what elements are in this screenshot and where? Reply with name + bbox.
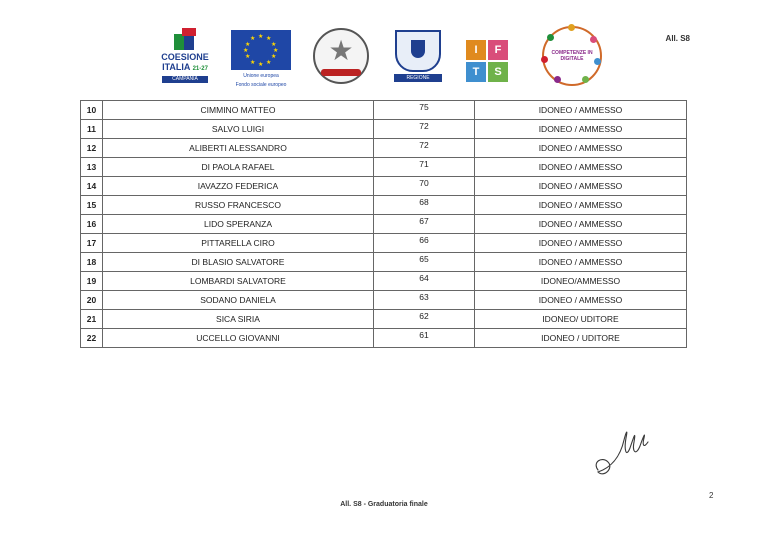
candidate-score: 61: [374, 329, 475, 348]
candidate-status: IDONEO / UDITORE: [475, 329, 687, 348]
coesione-line2: ITALIA: [162, 62, 191, 72]
ifts-letter-f: F: [488, 40, 508, 60]
candidate-score: 72: [374, 139, 475, 158]
candidate-name: DI BLASIO SALVATORE: [103, 253, 374, 272]
campania-caption: REGIONE CAMPANIA: [394, 74, 442, 82]
candidate-status: IDONEO / AMMESSO: [475, 120, 687, 139]
candidate-status: IDONEO / AMMESSO: [475, 158, 687, 177]
candidate-score: 72: [374, 120, 475, 139]
coesione-region: CAMPANIA: [162, 76, 208, 83]
candidate-score: 68: [374, 196, 475, 215]
candidate-score: 65: [374, 253, 475, 272]
ifts-letter-t: T: [466, 62, 486, 82]
ranking-table: [80, 100, 687, 348]
rank-number: 11: [81, 120, 103, 139]
coesione-mark-icon: [172, 28, 198, 50]
candidate-score: 70: [374, 177, 475, 196]
table-row: [81, 196, 687, 215]
candidate-name: RUSSO FRANCESCO: [103, 196, 374, 215]
table-row: [81, 272, 687, 291]
candidate-status: IDONEO / AMMESSO: [475, 101, 687, 120]
table-row: [81, 101, 687, 120]
rank-number: 21: [81, 310, 103, 329]
rank-number: 19: [81, 272, 103, 291]
header-logos: [150, 24, 610, 90]
rank-number: 22: [81, 329, 103, 348]
table-row: [81, 215, 687, 234]
rank-number: 17: [81, 234, 103, 253]
competenze-ring-icon: [542, 26, 602, 86]
coesione-period: 21-27: [192, 66, 208, 72]
eu-flag-icon: ★ ★ ★ ★ ★ ★ ★ ★ ★ ★ ★ ★: [231, 30, 291, 70]
signature-icon: [590, 418, 660, 482]
candidate-name: SALVO LUIGI: [103, 120, 374, 139]
coesione-line2-wrap: [154, 62, 216, 74]
table-row: [81, 234, 687, 253]
candidate-status: IDONEO/AMMESSO: [475, 272, 687, 291]
table-row: [81, 329, 687, 348]
candidate-status: IDONEO / AMMESSO: [475, 291, 687, 310]
competenze-caption: COMPETENZE IN DIGITALE: [551, 50, 593, 62]
candidate-score: 71: [374, 158, 475, 177]
ifts-letter-i: I: [466, 40, 486, 60]
candidate-name: PITTARELLA CIRO: [103, 234, 374, 253]
rank-number: 13: [81, 158, 103, 177]
candidate-name: LOMBARDI SALVATORE: [103, 272, 374, 291]
regione-campania-logo: [394, 30, 442, 89]
candidate-score: 64: [374, 272, 475, 291]
page-number: 2: [709, 491, 714, 500]
candidate-name: LIDO SPERANZA: [103, 215, 374, 234]
rank-number: 16: [81, 215, 103, 234]
table-row: [81, 291, 687, 310]
candidate-name: CIMMINO MATTEO: [103, 101, 374, 120]
candidate-score: 67: [374, 215, 475, 234]
table-row: [81, 177, 687, 196]
table-row: [81, 139, 687, 158]
table-row: [81, 158, 687, 177]
candidate-status: IDONEO / AMMESSO: [475, 253, 687, 272]
table-row: [81, 310, 687, 329]
candidate-score: 63: [374, 291, 475, 310]
ranking-table-body: [81, 101, 687, 348]
repubblica-star-icon: ★: [313, 28, 369, 84]
eu-caption1: Unione europea: [243, 73, 279, 79]
candidate-name: DI PAOLA RAFAEL: [103, 158, 374, 177]
repubblica-emblem: [312, 28, 370, 86]
rank-number: 15: [81, 196, 103, 215]
coesione-line1: COESIONE: [161, 52, 209, 62]
candidate-name: SODANO DANIELA: [103, 291, 374, 310]
rank-number: 10: [81, 101, 103, 120]
ifts-logo: [458, 28, 532, 88]
coesione-italia-logo: [154, 28, 216, 88]
candidate-score: 75: [374, 101, 475, 120]
table-row: [81, 120, 687, 139]
footer-caption: All. S8 - Graduatoria finale: [340, 501, 428, 508]
competenze-digitale-logo: [542, 26, 604, 88]
ifts-letter-s: S: [488, 62, 508, 82]
candidate-status: IDONEO / AMMESSO: [475, 196, 687, 215]
table-row: [81, 253, 687, 272]
rank-number: 18: [81, 253, 103, 272]
candidate-score: 66: [374, 234, 475, 253]
attachment-ref: All. S8: [665, 34, 690, 43]
candidate-name: SICA SIRIA: [103, 310, 374, 329]
rank-number: 20: [81, 291, 103, 310]
campania-shield-icon: [395, 30, 441, 72]
rank-number: 12: [81, 139, 103, 158]
candidate-score: 62: [374, 310, 475, 329]
eu-caption2: Fondo sociale europeo: [235, 82, 287, 88]
rank-number: 14: [81, 177, 103, 196]
candidate-name: UCCELLO GIOVANNI: [103, 329, 374, 348]
candidate-name: ALIBERTI ALESSANDRO: [103, 139, 374, 158]
candidate-name: IAVAZZO FEDERICA: [103, 177, 374, 196]
candidate-status: IDONEO / AMMESSO: [475, 215, 687, 234]
candidate-status: IDONEO/ UDITORE: [475, 310, 687, 329]
candidate-status: IDONEO / AMMESSO: [475, 234, 687, 253]
candidate-status: IDONEO / AMMESSO: [475, 139, 687, 158]
candidate-status: IDONEO / AMMESSO: [475, 177, 687, 196]
eu-logo: [230, 24, 292, 90]
